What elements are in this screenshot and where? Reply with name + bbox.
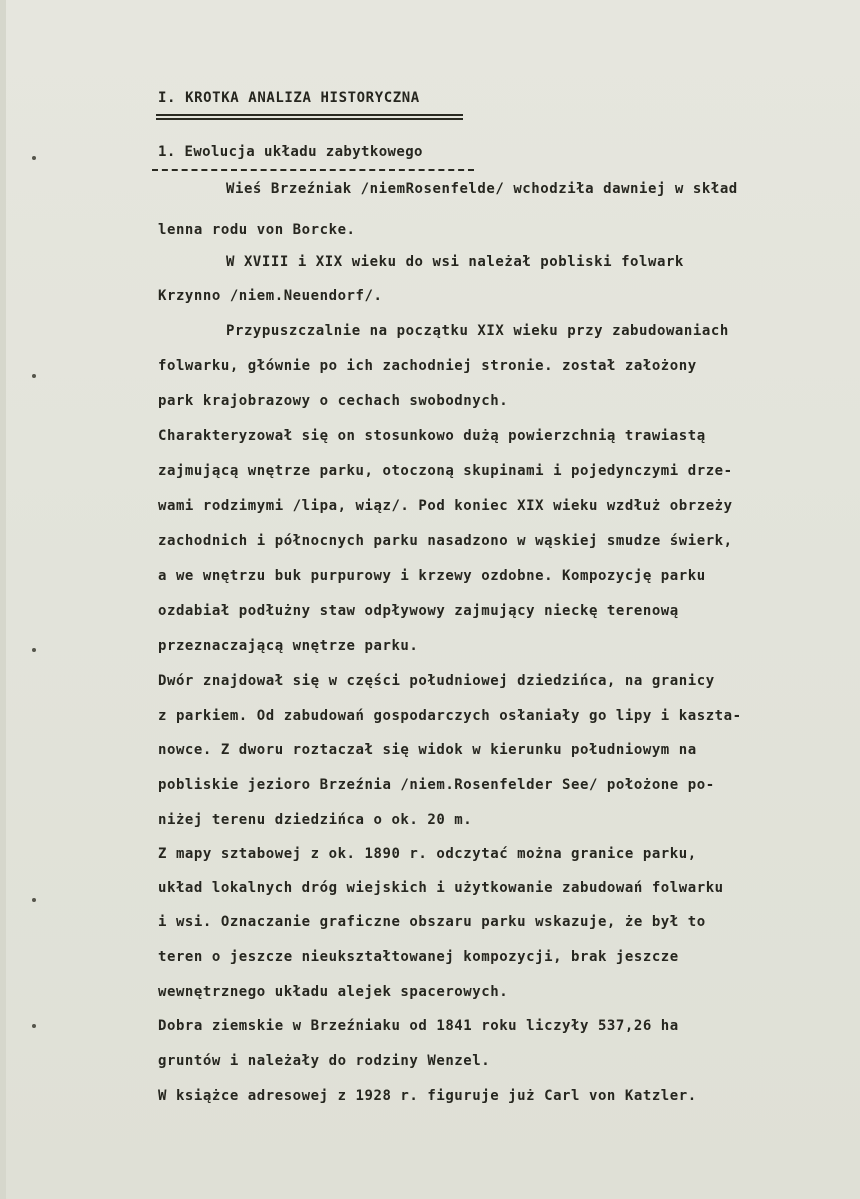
binder-hole	[32, 898, 36, 902]
text-line: W XVIII i XIX wieku do wsi należał pobliski folwark	[226, 254, 684, 270]
text-line: gruntów i należały do rodziny Wenzel.	[158, 1053, 491, 1069]
section-title: I. KROTKA ANALIZA HISTORYCZNA	[158, 90, 420, 106]
binder-hole	[32, 1024, 36, 1028]
text-line: park krajobrazowy o cechach swobodnych.	[158, 393, 509, 409]
text-line: niżej terenu dziedzińca o ok. 20 m.	[158, 812, 473, 828]
text-line: Charakteryzował się on stosunkowo dużą powierzchnią trawiastą	[158, 428, 706, 444]
text-line: Wieś Brzeźniak /niemRosenfelde/ wchodziła dawniej w skład	[226, 181, 738, 197]
text-line: Dobra ziemskie w Brzeźniaku od 1841 roku liczyły 537,26 ha	[158, 1018, 679, 1034]
text-line: Przypuszczalnie na początku XIX wieku przy zabudowaniach	[226, 323, 729, 339]
text-line: i wsi. Oznaczanie graficzne obszaru parku wskazuje, że był to	[158, 914, 706, 930]
page-left-edge	[0, 0, 6, 1199]
subsection-title: 1. Ewolucja układu zabytkowego	[158, 144, 423, 160]
text-line: nowce. Z dworu roztaczał się widok w kierunku południowym na	[158, 742, 697, 758]
text-line: Dwór znajdował się w części południowej dziedzińca, na granicy	[158, 673, 715, 689]
text-line: folwarku, głównie po ich zachodniej stronie. został założony	[158, 358, 697, 374]
text-line: z parkiem. Od zabudowań gospodarczych osłaniały go lipy i kaszta-	[158, 708, 742, 724]
text-line: pobliskie jezioro Brzeźnia /niem.Rosenfelder See/ położone po-	[158, 777, 715, 793]
text-line: Krzynno /niem.Neuendorf/.	[158, 288, 383, 304]
text-line: teren o jeszcze nieukształtowanej kompozycji, brak jeszcze	[158, 949, 679, 965]
text-line: wewnętrznego układu alejek spacerowych.	[158, 984, 509, 1000]
text-line: a we wnętrzu buk purpurowy i krzewy ozdobne. Kompozycję parku	[158, 568, 706, 584]
text-line: zachodnich i północnych parku nasadzono w wąskiej smudze świerk,	[158, 533, 733, 549]
text-line: Z mapy sztabowej z ok. 1890 r. odczytać można granice parku,	[158, 846, 697, 862]
binder-hole	[32, 648, 36, 652]
section-title-underline	[156, 114, 463, 120]
binder-hole	[32, 374, 36, 378]
text-line: ozdabiał podłużny staw odpływowy zajmujący nieckę terenową	[158, 603, 679, 619]
text-line: układ lokalnych dróg wiejskich i użytkowanie zabudowań folwarku	[158, 880, 724, 896]
text-line: wami rodzimymi /lipa, wiąz/. Pod koniec XIX wieku wzdłuż obrzeży	[158, 498, 733, 514]
binder-hole	[32, 156, 36, 160]
subsection-title-underline	[152, 169, 474, 171]
text-line: W książce adresowej z 1928 r. figuruje już Carl von Katzler.	[158, 1088, 697, 1104]
text-line: zajmującą wnętrze parku, otoczoną skupinami i pojedynczymi drze-	[158, 463, 733, 479]
text-line: przeznaczającą wnętrze parku.	[158, 638, 419, 654]
text-line: lenna rodu von Borcke.	[158, 222, 356, 238]
